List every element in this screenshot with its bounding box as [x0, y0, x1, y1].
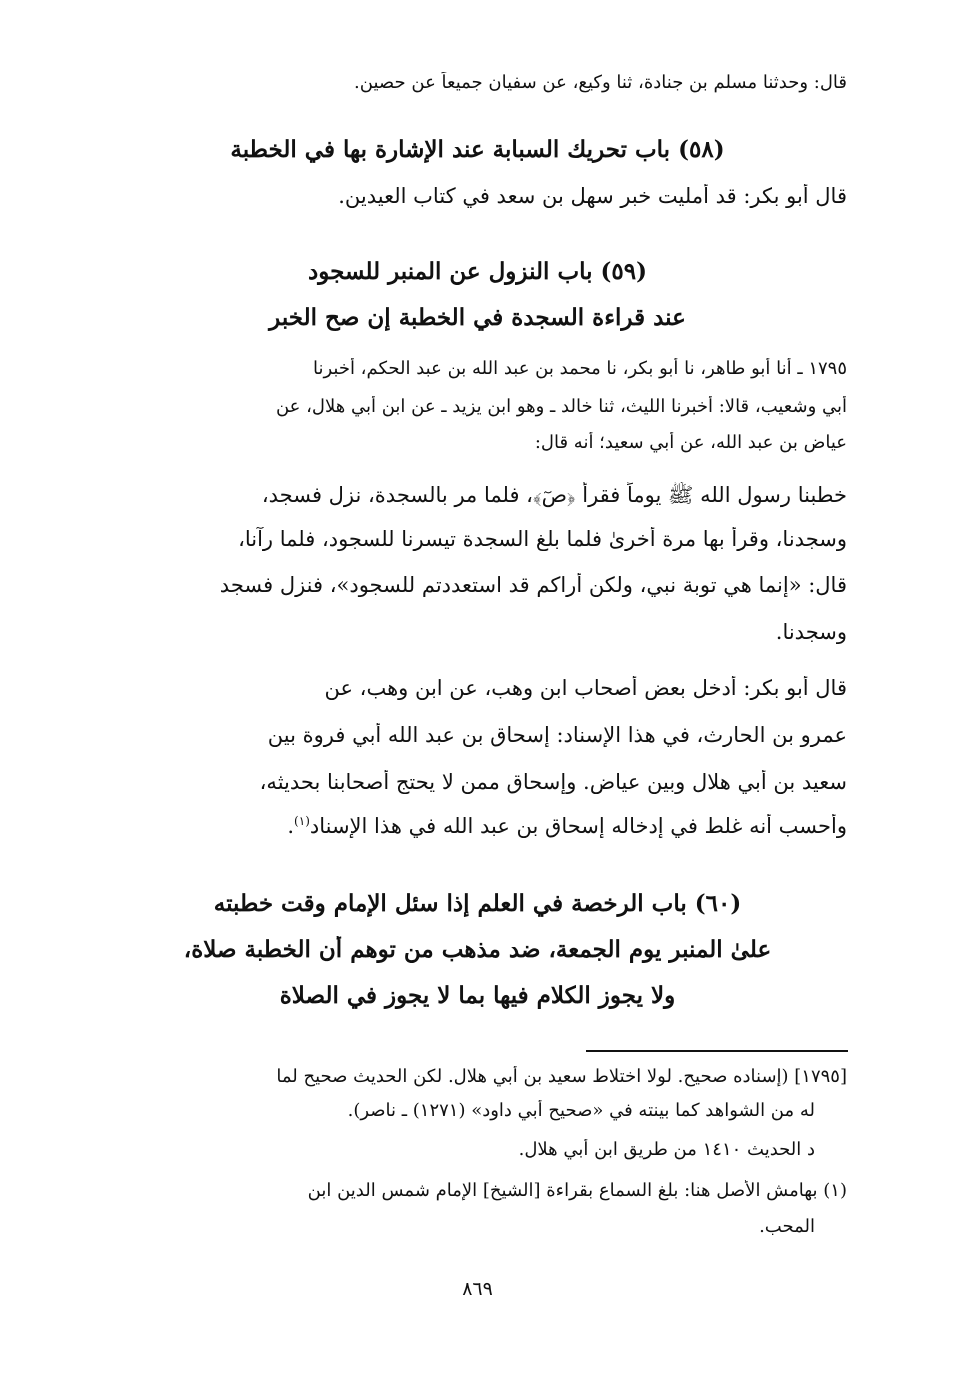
matn-line-1: خطبنا رسول الله ﷺ يوماً فقرأ ﴿صٓ﴾، فلما مر بالسجدة، نزل فسجد، — [261, 483, 847, 507]
isnad-line-3: عياض بن عبد الله، عن أبي سعيد؛ أنه قال: — [534, 432, 847, 453]
comment-line-1: قال أبو بكر: أدخل بعض أصحاب ابن وهب، عن ابن وهب، عن — [324, 676, 847, 700]
footnote-1-line-1: [١٧٩٥] (إسناده صحيح. لولا اختلاط سعيد بن أبي هلال. لكن الحديث صحيح لما — [276, 1066, 847, 1087]
matn-line-3: قال: «إنما هي توبة نبي، ولكن أراكم قد استعددتم للسجود»، فنزل فسجد — [219, 573, 847, 597]
chapter-59-heading-line1: (٥٩) باب النزول عن المنبر للسجود — [307, 258, 648, 285]
chapter-60-heading-line1: (٦٠) باب الرخصة في العلم إذا سئل الإمام وقت خطبته — [213, 890, 742, 917]
comment-line-4 — [287, 814, 847, 838]
footnote-1-line-2: له من الشواهد كما بينته في «صحيح أبي داود» (١٢٧١) ـ ناصر). — [347, 1100, 815, 1121]
isnad-line-2: أبي وشعيب، قالا: أخبرنا الليث، ثنا خالد ـ وهو ابن يزيد ـ عن ابن أبي هلال، عن — [275, 396, 847, 417]
comment-line-4-text: وأحسب أنه غلط في إدخاله إسحاق بن عبد الله في هذا الإسناد — [309, 814, 847, 838]
matn-line-4: وسجدنا. — [775, 620, 847, 644]
comment-line-2: عمرو بن الحارث، في هذا الإسناد: إسحاق بن عبد الله أبي فروة بين — [267, 723, 847, 747]
matn-line-2: وسجدنا، وقرأ بها مرة أخرىٰ فلما بلغ السجدة تيسرنا للسجود، فلما رآنا، — [238, 527, 847, 551]
isnad-line-1: ١٧٩٥ ـ أنا أبو طاهر، نا أبو بكر، نا محمد بن عبد الله بن عبد الحكم، أخبرنا — [312, 358, 847, 379]
top-line: قال: وحدثنا مسلم بن جنادة، ثنا وكيع، عن سفيان جميعاً عن حصين. — [354, 72, 847, 93]
comment-line-4-end: . — [287, 814, 295, 838]
page-number: ٨٦٩ — [462, 1278, 493, 1300]
chapter-58-text: قال أبو بكر: قد أمليت خبر سهل بن سعد في كتاب العيدين. — [338, 184, 847, 208]
footnote-2-line-2: المحب. — [759, 1216, 815, 1237]
comment-line-3: سعيد بن أبي هلال وبين عياض. وإسحاق ممن لا يحتج أصحابنا بحديثه، — [259, 770, 847, 794]
footnote-marker: (١) — [294, 814, 310, 828]
chapter-60-heading-line2: علىٰ المنبر يوم الجمعة، ضد مذهب من توهم أن الخطبة صلاة، — [183, 936, 772, 963]
footnote-2-line-1: (١) بهامش الأصل هنا: بلغ السماع بقراءة [الشيخ] الإمام شمس الدين ابن — [307, 1180, 847, 1201]
footnote-1-line-3: د الحديث ١٤١٠ من طريق ابن أبي هلال. — [518, 1139, 815, 1160]
chapter-60-heading-line3: ولا يجوز الكلام فيها بما لا يجوز في الصلاة — [279, 982, 676, 1009]
chapter-59-heading-line2: عند قراءة السجدة في الخطبة إن صح الخبر — [269, 304, 686, 331]
chapter-58-heading: (٥٨) باب تحريك السبابة عند الإشارة بها في الخطبة — [230, 136, 725, 163]
footnote-separator — [586, 1050, 848, 1052]
